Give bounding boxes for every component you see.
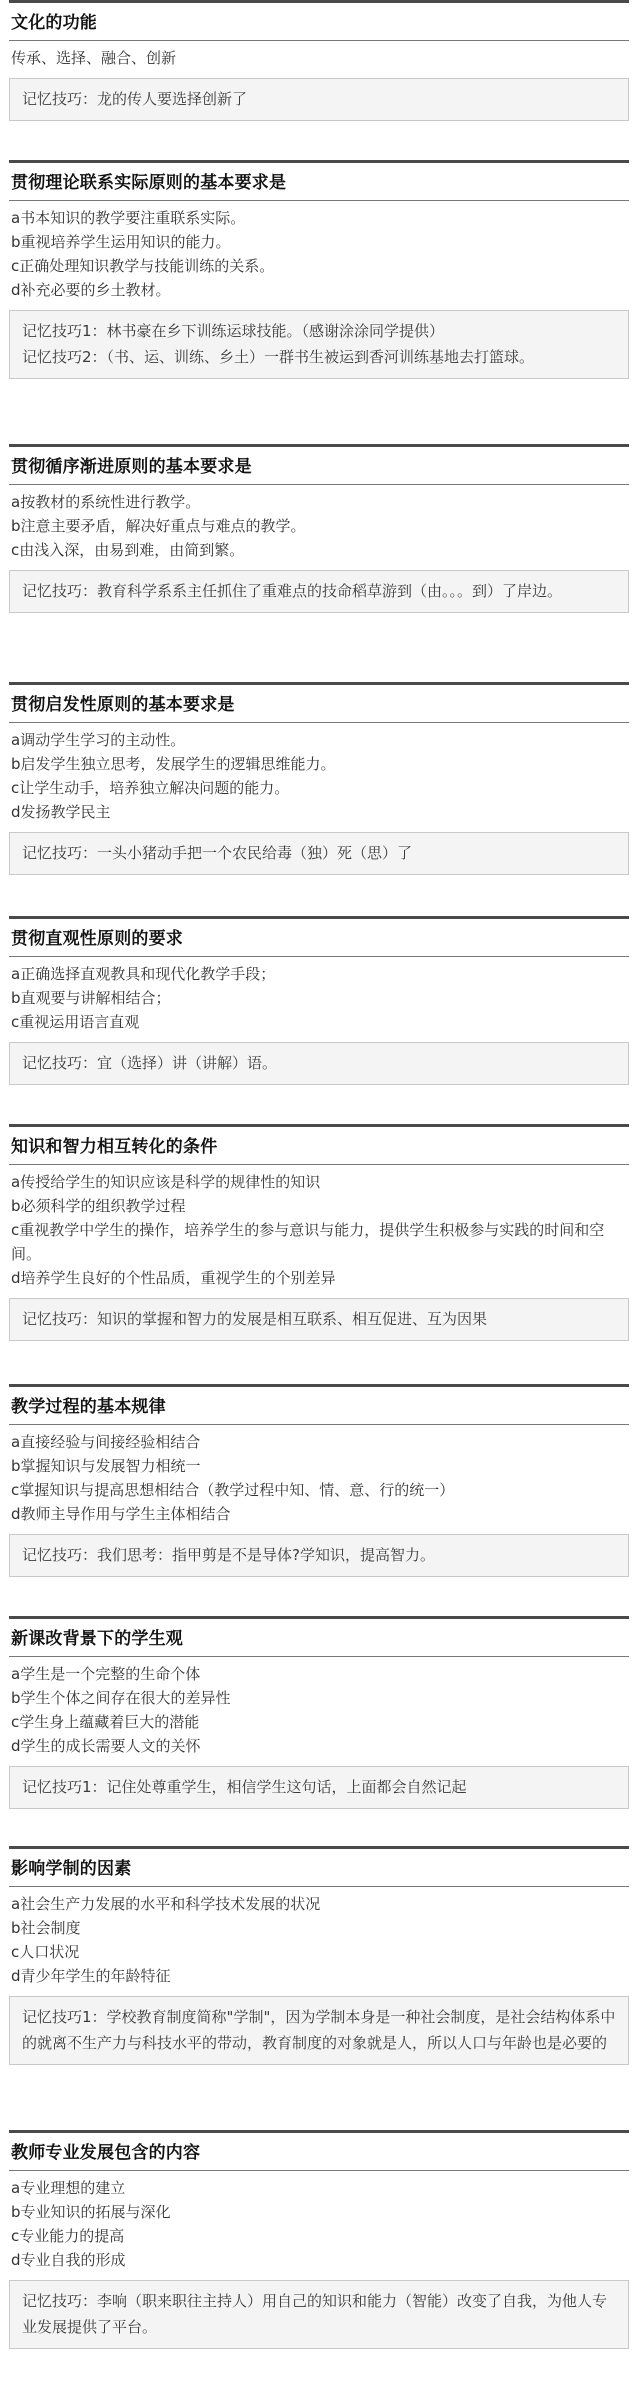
list-item: d发扬教学民主 xyxy=(11,803,111,821)
memory-tip: 记忆技巧1：林书豪在乡下训练运球技能。（感谢涂涂同学提供） xyxy=(22,322,445,340)
section-culture-functions xyxy=(9,0,629,121)
list-item: b启发学生独立思考，发展学生的逻辑思维能力。 xyxy=(11,755,336,773)
title-underline xyxy=(9,956,629,957)
memory-tip-box xyxy=(9,78,629,121)
list-item: d专业自我的形成 xyxy=(11,2251,126,2269)
section-divider xyxy=(9,1616,629,1619)
memory-tip-box xyxy=(9,310,629,379)
section-title: 文化的功能 xyxy=(11,13,97,33)
section-teaching-process-laws xyxy=(9,1384,629,1577)
section-divider xyxy=(9,160,629,163)
list-item: c正确处理知识教学与技能训练的关系。 xyxy=(11,257,275,275)
list-item: c重视教学中学生的操作，培养学生的参与意识与能力，提供学生积极参与实践的时间和空间。 xyxy=(11,1221,605,1263)
section-divider xyxy=(9,916,629,919)
memory-tip-box xyxy=(9,1534,629,1577)
list-item: d教师主导作用与学生主体相结合 xyxy=(11,1505,231,1523)
section-title: 贯彻理论联系实际原则的基本要求是 xyxy=(11,173,287,193)
section-theory-practice xyxy=(9,160,629,379)
list-item: 传承、选择、融合、创新 xyxy=(11,49,177,67)
title-underline xyxy=(9,200,629,201)
title-underline xyxy=(9,1164,629,1165)
memory-tip: 记忆技巧：我们思考：指甲剪是不是导体?学知识，提高智力。 xyxy=(22,1546,435,1564)
section-title: 教师专业发展包含的内容 xyxy=(11,2143,201,2163)
list-item: b直观要与讲解相结合； xyxy=(11,989,171,1007)
section-intuitive xyxy=(9,916,629,1085)
title-underline xyxy=(9,722,629,723)
memory-tip: 记忆技巧2：（书、运、训练、乡土）一群书生被运到香河训练基地去打篮球。 xyxy=(22,348,535,366)
section-student-view xyxy=(9,1616,629,1809)
list-item: a直接经验与间接经验相结合 xyxy=(11,1433,201,1451)
section-title: 贯彻循序渐进原则的基本要求是 xyxy=(11,457,252,477)
list-item: b社会制度 xyxy=(11,1919,81,1937)
section-title: 贯彻启发性原则的基本要求是 xyxy=(11,695,235,715)
memory-tip: 记忆技巧1：记住处尊重学生，相信学生这句话，上面都会自然记起 xyxy=(22,1778,467,1796)
memory-tip: 记忆技巧：知识的掌握和智力的发展是相互联系、相互促进、互为因果 xyxy=(22,1310,488,1328)
section-heuristic xyxy=(9,682,629,875)
list-item: a正确选择直观教具和现代化教学手段； xyxy=(11,965,276,983)
memory-tip: 记忆技巧1：学校教育制度简称"学制"，因为学制本身是一种社会制度，是社会结构体系中的就离不生产力与科技水平的带动，教育制度的对象就是人，所以人口与年龄也是必要的 xyxy=(22,2008,616,2052)
section-title: 新课改背景下的学生观 xyxy=(11,1629,183,1649)
title-underline xyxy=(9,1656,629,1657)
section-gradual-progress xyxy=(9,444,629,613)
list-item: b注意主要矛盾，解决好重点与难点的教学。 xyxy=(11,517,306,535)
list-item: b掌握知识与发展智力相统一 xyxy=(11,1457,201,1475)
memory-tip: 记忆技巧：教育科学系系主任抓住了重难点的技命稻草游到（由。。。到）了岸边。 xyxy=(22,582,563,600)
list-item: c由浅入深，由易到难，由简到繁。 xyxy=(11,541,245,559)
section-divider xyxy=(9,0,629,3)
list-item: b重视培养学生运用知识的能力。 xyxy=(11,233,231,251)
list-item: d补充必要的乡土教材。 xyxy=(11,281,171,299)
title-underline xyxy=(9,484,629,485)
section-title: 影响学制的因素 xyxy=(11,1859,132,1879)
list-item: d青少年学生的年龄特征 xyxy=(11,1967,171,1985)
memory-tip-box xyxy=(9,1042,629,1085)
memory-tip: 记忆技巧：一头小猪动手把一个农民给毒（独）死（思）了 xyxy=(22,844,413,862)
section-title: 知识和智力相互转化的条件 xyxy=(11,1137,218,1157)
list-item: a学生是一个完整的生命个体 xyxy=(11,1665,201,1683)
list-item: c让学生动手，培养独立解决问题的能力。 xyxy=(11,779,290,797)
list-item: a按教材的系统性进行教学。 xyxy=(11,493,201,511)
section-divider xyxy=(9,2130,629,2133)
title-underline xyxy=(9,1886,629,1887)
memory-tip: 记忆技巧：李响（职来职往主持人）用自己的知识和能力（智能）改变了自我，为他人专业发展提供了平台。 xyxy=(22,2292,608,2336)
section-teacher-development xyxy=(9,2130,629,2349)
list-item: a调动学生学习的主动性。 xyxy=(11,731,186,749)
memory-tip-box xyxy=(9,570,629,613)
memory-tip-box xyxy=(9,1766,629,1809)
list-item: c人口状况 xyxy=(11,1943,80,1961)
section-divider xyxy=(9,1124,629,1127)
list-item: c专业能力的提高 xyxy=(11,2227,125,2245)
title-underline xyxy=(9,1424,629,1425)
list-item: a书本知识的教学要注重联系实际。 xyxy=(11,209,246,227)
memory-tip-box xyxy=(9,1298,629,1341)
list-item: a传授给学生的知识应该是科学的规律性的知识 xyxy=(11,1173,321,1191)
list-item: c掌握知识与提高思想相结合（教学过程中知、情、意、行的统一） xyxy=(11,1481,455,1499)
section-knowledge-intelligence xyxy=(9,1124,629,1341)
title-underline xyxy=(9,2170,629,2171)
list-item: c学生身上蕴藏着巨大的潜能 xyxy=(11,1713,200,1731)
section-title: 贯彻直观性原则的要求 xyxy=(11,929,183,949)
memory-tip-box xyxy=(9,832,629,875)
section-school-system-factors xyxy=(9,1846,629,2065)
section-divider xyxy=(9,444,629,447)
list-item: d培养学生良好的个性品质，重视学生的个别差异 xyxy=(11,1269,336,1287)
section-divider xyxy=(9,1846,629,1849)
section-title: 教学过程的基本规律 xyxy=(11,1397,166,1417)
memory-tip: 记忆技巧：宜（选择）讲（讲解）语。 xyxy=(22,1054,278,1072)
memory-tip-box xyxy=(9,2280,629,2349)
section-divider xyxy=(9,1384,629,1387)
list-item: b必须科学的组织教学过程 xyxy=(11,1197,186,1215)
list-item: a专业理想的建立 xyxy=(11,2179,126,2197)
section-divider xyxy=(9,682,629,685)
list-item: d学生的成长需要人文的关怀 xyxy=(11,1737,201,1755)
list-item: b专业知识的拓展与深化 xyxy=(11,2203,171,2221)
list-item: c重视运用语言直观 xyxy=(11,1013,140,1031)
memory-tip: 记忆技巧：龙的传人要选择创新了 xyxy=(22,90,248,108)
title-underline xyxy=(9,40,629,41)
list-item: b学生个体之间存在很大的差异性 xyxy=(11,1689,231,1707)
list-item: a社会生产力发展的水平和科学技术发展的状况 xyxy=(11,1895,321,1913)
memory-tip-box xyxy=(9,1996,629,2065)
